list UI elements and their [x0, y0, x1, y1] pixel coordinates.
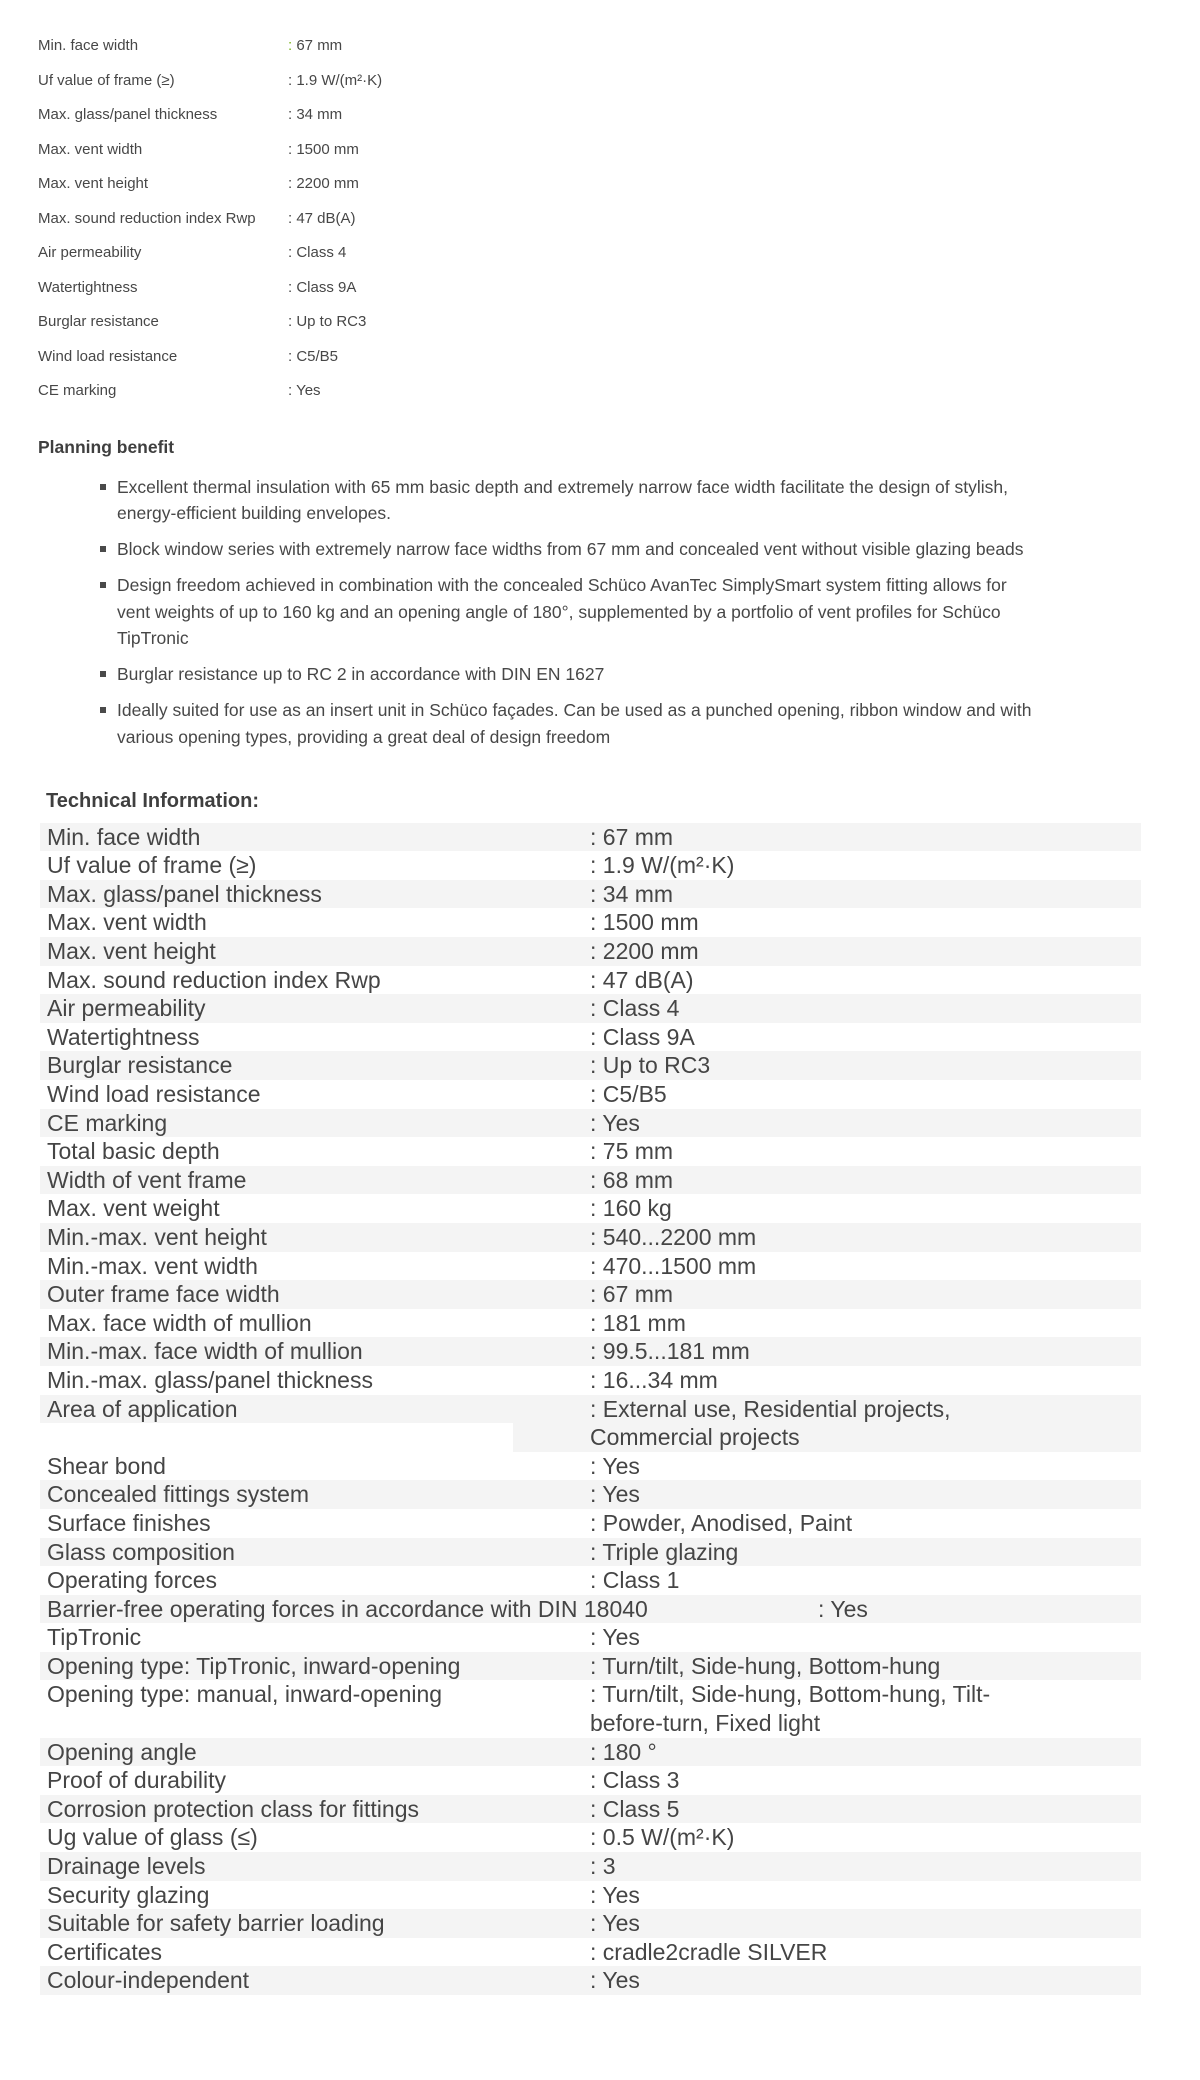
spec-label: Uf value of frame (≥) — [38, 71, 175, 89]
row-value: : Yes — [590, 1481, 640, 1508]
row-value: : cradle2cradle SILVER — [590, 1938, 828, 1965]
table-row — [40, 1852, 1141, 1881]
row-value: : Turn/tilt, Side-hung, Bottom-hung — [590, 1652, 941, 1679]
table-row — [40, 1023, 1141, 1052]
row-label: Max. vent height — [47, 938, 216, 965]
row-value: : 1500 mm — [590, 909, 699, 936]
table-row — [40, 1623, 1141, 1652]
spec-label: Watertightness — [38, 278, 138, 296]
table-row — [40, 1109, 1141, 1138]
spec-label: CE marking — [38, 382, 117, 399]
row-value: : 16...34 mm — [590, 1366, 718, 1393]
spec-row — [38, 305, 1200, 340]
spec-row — [38, 64, 1200, 99]
row-value: : Yes — [590, 1109, 640, 1136]
table-row — [40, 1795, 1141, 1824]
row-value: : Yes — [590, 1452, 640, 1479]
spec-value: : Class 4 — [288, 244, 347, 261]
row-label: Drainage levels — [47, 1853, 206, 1880]
table-row — [40, 1909, 1141, 1938]
spec-row — [38, 167, 1200, 202]
table-row — [40, 937, 1141, 966]
table-row — [40, 1194, 1141, 1223]
row-value: : 470...1500 mm — [590, 1252, 757, 1279]
row-value: : 181 mm — [590, 1309, 686, 1336]
row-value: : External use, Residential projects, Commercial projects — [590, 1395, 951, 1451]
row-value: : 160 kg — [590, 1195, 672, 1222]
row-label: Outer frame face width — [47, 1281, 280, 1308]
row-label: Opening angle — [47, 1738, 197, 1765]
row-label: Glass composition — [47, 1538, 235, 1565]
row-value: : Yes — [590, 1967, 640, 1994]
spec-value: : Yes — [288, 382, 321, 399]
table-row — [40, 1137, 1141, 1166]
technical-information-heading: Technical Information: — [46, 789, 259, 812]
row-value: : 540...2200 mm — [590, 1223, 757, 1250]
row-value: : Class 4 — [590, 995, 680, 1022]
spec-label: Wind load resistance — [38, 347, 178, 365]
table-row — [40, 1652, 1141, 1681]
spec-row — [38, 98, 1200, 133]
table-row — [40, 1566, 1141, 1595]
bullet-square-icon — [100, 546, 106, 552]
row-label: Opening type: TipTronic, inward-opening — [47, 1652, 461, 1679]
table-row — [40, 1080, 1141, 1109]
table-row — [40, 851, 1141, 880]
table-row — [40, 994, 1141, 1023]
spec-row — [38, 202, 1200, 237]
row-value: : Class 1 — [590, 1567, 680, 1594]
planning-benefit-heading: Planning benefit — [38, 436, 175, 457]
row-value: : 47 dB(A) — [590, 966, 694, 993]
row-value: : Class 5 — [590, 1795, 680, 1822]
spec-label: Min. face width — [38, 37, 139, 54]
table-row — [40, 880, 1141, 909]
row-label: Opening type: manual, inward-opening — [47, 1681, 443, 1708]
list-item: Block window series with extremely narrow face widths from 67 mm and concealed vent without visible glazing beads — [38, 536, 1042, 563]
row-value: : 1.9 W/(m²·K) — [590, 852, 735, 879]
row-label: Max. vent width — [47, 909, 207, 936]
table-row — [40, 1680, 1141, 1737]
bullet-square-icon — [100, 671, 106, 677]
list-item: Burglar resistance up to RC 2 in accordance with DIN EN 1627 — [38, 661, 1042, 688]
value-colon: : — [288, 37, 293, 54]
top-spec-list — [38, 29, 1200, 409]
row-label: Shear bond — [47, 1452, 166, 1479]
table-row — [40, 1223, 1141, 1252]
bullet-square-icon — [100, 582, 106, 588]
row-label: Corrosion protection class for fittings — [47, 1795, 419, 1822]
spec-value: : C5/B5 — [288, 347, 339, 365]
row-label: Suitable for safety barrier loading — [47, 1910, 385, 1937]
table-row — [40, 908, 1141, 937]
row-label: Wind load resistance — [47, 1081, 261, 1108]
row-label: Burglar resistance — [47, 1052, 233, 1079]
row-label: Barrier-free operating forces in accordance with DIN 18040 — [47, 1595, 648, 1622]
spec-row — [38, 374, 1200, 409]
row-value: : 34 mm — [590, 880, 674, 907]
row-label: Certificates — [47, 1938, 163, 1965]
row-label: Min. face width — [47, 823, 201, 850]
table-row — [40, 1595, 1141, 1624]
row-label: Max. glass/panel thickness — [47, 880, 322, 907]
table-row — [40, 1252, 1141, 1281]
table-row — [40, 1452, 1141, 1481]
row-value: : Triple glazing — [590, 1538, 739, 1565]
spec-value: : 2200 mm — [288, 175, 359, 192]
row-value: : 75 mm — [590, 1138, 674, 1165]
table-row — [40, 1881, 1141, 1910]
row-value: : Yes — [818, 1595, 868, 1622]
list-item: Design freedom achieved in combination with the concealed Schüco AvanTec SimplySmart system fitting allows for vent weights of up to 160 kg and an opening angle of 180°, supplemented by a portfolio of vent profiles for Schüco TipTronic — [38, 572, 1042, 652]
table-row — [40, 823, 1141, 852]
row-value: : 180 ° — [590, 1738, 657, 1765]
row-label: Concealed fittings system — [47, 1481, 310, 1508]
spec-label: Max. vent height — [38, 175, 149, 192]
table-row — [40, 1966, 1141, 1995]
spec-row — [38, 271, 1200, 306]
row-value: : C5/B5 — [590, 1081, 667, 1108]
spec-value: : 1500 mm — [288, 140, 359, 158]
row-value: : Turn/tilt, Side-hung, Bottom-hung, Tilt-before-turn, Fixed light — [590, 1681, 991, 1737]
spec-value: : 34 mm — [288, 106, 343, 123]
row-label: Min.-max. glass/panel thickness — [47, 1366, 373, 1393]
spec-label: Max. glass/panel thickness — [38, 106, 218, 123]
bullet-square-icon — [100, 707, 106, 713]
row-label: Ug value of glass (≤) — [47, 1824, 258, 1851]
row-label: Min.-max. vent height — [47, 1223, 267, 1250]
spec-value: : 47 dB(A) — [288, 209, 356, 227]
row-value: : 0.5 W/(m²·K) — [590, 1824, 735, 1851]
row-label: Colour-independent — [47, 1967, 250, 1994]
spec-label: Max. vent width — [38, 140, 143, 158]
spec-row — [38, 133, 1200, 168]
row-label: Max. vent weight — [47, 1195, 220, 1222]
technical-information-table — [40, 823, 1141, 1995]
table-row — [40, 966, 1141, 995]
row-value: : Up to RC3 — [590, 1052, 711, 1079]
row-label: Area of application — [47, 1395, 238, 1422]
table-row — [40, 1166, 1141, 1195]
spec-label: Burglar resistance — [38, 313, 159, 330]
row-value: : Class 9A — [590, 1023, 695, 1050]
row-label: Uf value of frame (≥) — [47, 852, 257, 879]
row-value: : 3 — [590, 1853, 616, 1880]
table-row — [40, 1337, 1141, 1366]
row-value: : Class 3 — [590, 1767, 680, 1794]
row-label: Operating forces — [47, 1567, 218, 1594]
row-value: : 99.5...181 mm — [590, 1338, 750, 1365]
row-value: : Powder, Anodised, Paint — [590, 1509, 853, 1536]
row-label: Surface finishes — [47, 1509, 211, 1536]
spec-value: : Class 9A — [288, 278, 357, 296]
row-value: : Yes — [590, 1910, 640, 1937]
spec-row — [38, 340, 1200, 375]
row-label: Air permeability — [47, 995, 206, 1022]
row-value: : 2200 mm — [590, 938, 699, 965]
row-label: CE marking — [47, 1109, 168, 1136]
table-row — [40, 1538, 1141, 1567]
table-row — [40, 1509, 1141, 1538]
row-label: Min.-max. face width of mullion — [47, 1338, 363, 1365]
spec-row — [38, 236, 1200, 271]
row-label: Max. face width of mullion — [47, 1309, 312, 1336]
table-row — [40, 1823, 1141, 1852]
table-row — [40, 1766, 1141, 1795]
spec-row — [38, 29, 1200, 64]
row-value: : 67 mm — [590, 1281, 674, 1308]
row-label: Total basic depth — [47, 1138, 220, 1165]
row-value: : 68 mm — [590, 1166, 674, 1193]
table-row — [40, 1938, 1141, 1967]
table-row — [40, 1395, 1141, 1452]
table-row — [40, 1480, 1141, 1509]
row-label: TipTronic — [47, 1624, 142, 1651]
spec-value: : Up to RC3 — [288, 313, 367, 330]
list-item: Ideally suited for use as an insert unit in Schüco façades. Can be used as a punched opening, ribbon window and with various opening types, providing a great deal of design freedom — [38, 697, 1042, 751]
table-row — [40, 1280, 1141, 1309]
row-label: Max. sound reduction index Rwp — [47, 966, 381, 993]
spec-label: Max. sound reduction index Rwp — [38, 209, 256, 227]
bullet-square-icon — [100, 484, 106, 490]
row-label: Security glazing — [47, 1881, 210, 1908]
row-label: Proof of durability — [47, 1767, 226, 1794]
row-label: Watertightness — [47, 1023, 200, 1050]
list-item: Excellent thermal insulation with 65 mm basic depth and extremely narrow face width facilitate the design of stylish, energy-efficient building envelopes. — [38, 474, 1042, 528]
row-value: : 67 mm — [590, 823, 674, 850]
spec-value: : 1.9 W/(m²·K) — [288, 71, 383, 89]
planning-benefit-list — [38, 474, 1200, 751]
row-label: Width of vent frame — [47, 1166, 247, 1193]
table-row — [40, 1309, 1141, 1338]
table-row — [40, 1366, 1141, 1395]
spec-value: : 67 mm — [288, 37, 343, 54]
row-value: : Yes — [590, 1624, 640, 1651]
row-value: : Yes — [590, 1881, 640, 1908]
row-label: Min.-max. vent width — [47, 1252, 258, 1279]
table-row — [40, 1051, 1141, 1080]
spec-label: Air permeability — [38, 244, 142, 261]
table-row — [40, 1738, 1141, 1767]
